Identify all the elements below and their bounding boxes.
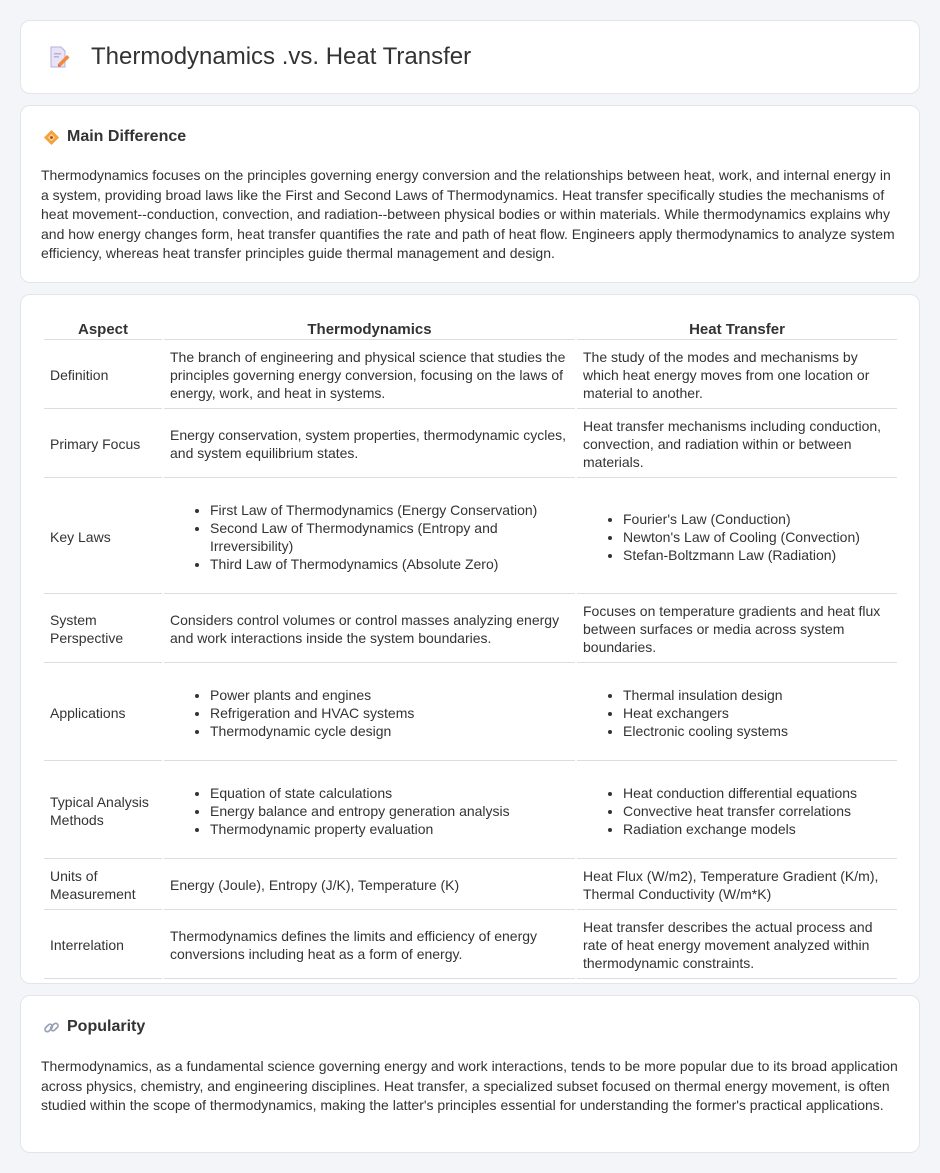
list-item: • Convective heat transfer correlations	[623, 802, 891, 820]
diamond-icon	[43, 129, 60, 146]
table-row	[44, 480, 897, 594]
list-item: • First Law of Thermodynamics (Energy Conservation)	[210, 501, 569, 519]
table-row	[44, 912, 897, 979]
row-thermodynamics	[164, 763, 575, 859]
list-item: • Thermal insulation design	[623, 686, 891, 704]
list-item: • Energy balance and entropy generation analysis	[210, 802, 569, 820]
row-thermodynamics	[164, 480, 575, 594]
row-aspect: Applications	[44, 665, 162, 761]
row-thermodynamics: Considers control volumes or control masses analyzing energy and work interactions inside the system boundaries.	[164, 596, 575, 663]
header-card	[20, 20, 920, 94]
thermo-applications-list	[170, 686, 569, 740]
list-item: • Heat exchangers	[623, 704, 891, 722]
main-difference-text: Thermodynamics focuses on the principles governing energy conversion and the relationships between heat, work, and internal energy in a system, providing broad laws like the First and Second Laws of Thermodynamics. Heat transfer specifically studies the mechanisms of heat movement--conduction, convection, and radiation--between physical bodies or within materials. While thermodynamics explains why and how energy changes form, heat transfer quantifies the rate and path of heat flow. Engineers apply thermodynamics to analyze system efficiency, whereas heat transfer principles guide thermal management and design.	[41, 167, 895, 261]
list-item: • Heat conduction differential equations	[623, 784, 891, 802]
row-thermodynamics: Energy (Joule), Entropy (J/K), Temperature (K)	[164, 861, 575, 910]
list-item: • Equation of state calculations	[210, 784, 569, 802]
list-item: • Radiation exchange models	[623, 820, 891, 838]
list-item: • Refrigeration and HVAC systems	[210, 704, 569, 722]
row-aspect: Key Laws	[44, 480, 162, 594]
row-thermodynamics: Thermodynamics defines the limits and efficiency of energy conversions including heat as a form of energy.	[164, 912, 575, 979]
header-aspect: Aspect	[44, 317, 162, 340]
row-thermodynamics: Energy conservation, system properties, thermodynamic cycles, and system equilibrium states.	[164, 411, 575, 478]
list-item: • Second Law of Thermodynamics (Entropy and Irreversibility)	[210, 519, 569, 555]
comparison-table	[42, 315, 899, 981]
list-item: • Third Law of Thermodynamics (Absolute Zero)	[210, 555, 569, 573]
thermo-laws-list	[170, 501, 569, 573]
heat-applications-list	[583, 686, 891, 740]
list-item: • Thermodynamic property evaluation	[210, 820, 569, 838]
header-thermodynamics: Thermodynamics	[164, 317, 575, 340]
row-heat-transfer: Focuses on temperature gradients and heat flux between surfaces or media across system boundaries.	[577, 596, 897, 663]
heat-laws-list	[583, 510, 891, 564]
row-thermodynamics	[164, 665, 575, 761]
table-row	[44, 411, 897, 478]
row-heat-transfer: Heat Flux (W/m2), Temperature Gradient (K/m), Thermal Conductivity (W/m*K)	[577, 861, 897, 910]
row-heat-transfer: Heat transfer mechanisms including conduction, convection, and radiation within or between materials.	[577, 411, 897, 478]
row-thermodynamics: The branch of engineering and physical science that studies the principles governing energy conversion, focusing on the laws of energy, work, and heat in systems.	[164, 342, 575, 409]
row-heat-transfer	[577, 763, 897, 859]
row-heat-transfer: Heat transfer describes the actual process and rate of heat energy movement analyzed within thermodynamic constraints.	[577, 912, 897, 979]
link-icon	[43, 1019, 60, 1036]
document-pencil-icon	[47, 45, 71, 69]
list-item: • Stefan-Boltzmann Law (Radiation)	[623, 546, 891, 564]
main-difference-heading: Main Difference	[67, 128, 187, 145]
thermo-methods-list	[170, 784, 569, 838]
table-header-row	[44, 317, 897, 340]
row-aspect: Interrelation	[44, 912, 162, 979]
heat-methods-list	[583, 784, 891, 838]
main-difference-card	[20, 105, 920, 283]
row-aspect: Definition	[44, 342, 162, 409]
list-item: • Electronic cooling systems	[623, 722, 891, 740]
list-item: • Fourier's Law (Conduction)	[623, 510, 891, 528]
comparison-table-card	[20, 294, 920, 984]
row-aspect: Typical Analysis Methods	[44, 763, 162, 859]
list-item: • Power plants and engines	[210, 686, 569, 704]
table-row	[44, 861, 897, 910]
table-row	[44, 596, 897, 663]
popularity-card	[20, 995, 920, 1153]
table-row	[44, 665, 897, 761]
row-aspect: Units of Measurement	[44, 861, 162, 910]
popularity-heading: Popularity	[67, 1018, 146, 1035]
row-heat-transfer: The study of the modes and mechanisms by which heat energy moves from one location or material to another.	[577, 342, 897, 409]
row-aspect: Primary Focus	[44, 411, 162, 478]
table-row	[44, 763, 897, 859]
popularity-text: Thermodynamics, as a fundamental science governing energy and work interactions, tends to be more popular due to its broad application across physics, chemistry, and engineering disciplines. Heat transfer, a specialized subset focused on thermal energy movement, is often studied within the scope of thermodynamics, making the latter's principles essential for understanding the former's practical applications.	[41, 1058, 898, 1113]
table-row	[44, 342, 897, 409]
list-item: • Thermodynamic cycle design	[210, 722, 569, 740]
page-title: Thermodynamics .vs. Heat Transfer	[91, 43, 472, 70]
list-item: • Newton's Law of Cooling (Convection)	[623, 528, 891, 546]
row-heat-transfer	[577, 665, 897, 761]
row-heat-transfer	[577, 480, 897, 594]
header-heat-transfer: Heat Transfer	[577, 317, 897, 340]
row-aspect: System Perspective	[44, 596, 162, 663]
